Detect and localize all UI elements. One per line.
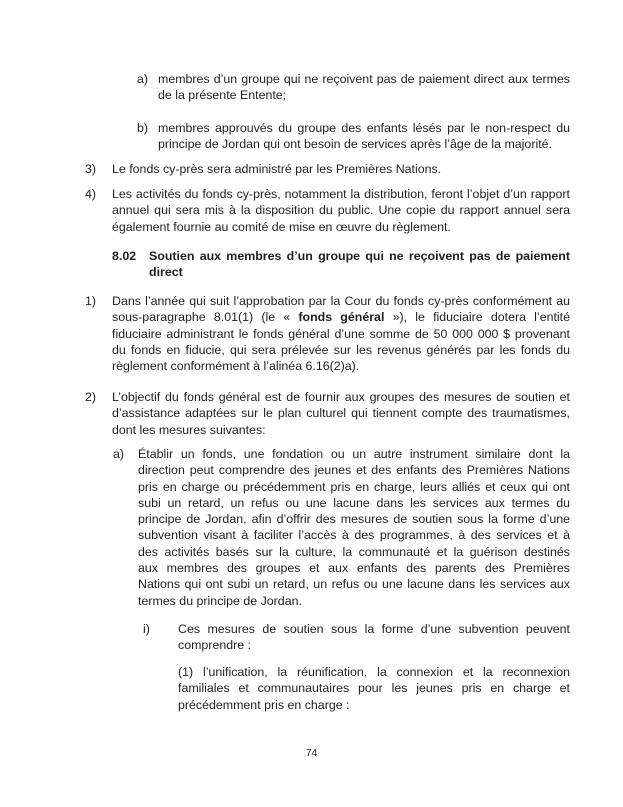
text-line: subi un retard, un refus ou une lacune dans les services aux termes du	[138, 495, 570, 510]
text-line: des activités basés sur la culture, la communauté et la guérison destinés	[138, 544, 570, 559]
list-item-1	[85, 293, 570, 374]
text-line: d’assistance adaptées sur le plan culturel qui tiennent compte des traumatismes,	[112, 406, 570, 421]
text-line: termes du principe de Jordan.	[138, 593, 302, 608]
text-line: comprendre :	[178, 638, 252, 653]
text-line: membres approuvés du groupe des enfants lésés par le non-respect du	[158, 121, 570, 135]
text-line: dont les mesures suivantes:	[112, 422, 266, 437]
list-item-4-marker: 4)	[85, 187, 97, 201]
list-item-2-marker: 2)	[85, 390, 97, 404]
text-line: principe de Jordan qui ont besoin de services après l’âge de la majorité.	[158, 137, 552, 152]
list-item-i-marker: i)	[143, 622, 150, 636]
list-item-2	[85, 389, 570, 438]
section-number: 8.02	[112, 249, 137, 263]
list-item-2a-marker: a)	[113, 447, 125, 461]
list-item-2a	[113, 446, 570, 609]
list-item-a	[137, 71, 570, 104]
text-line: fiduciaire administrant le fonds général d’une somme de 50 000 000 $ provenant	[112, 326, 570, 341]
text-line: précédemment pris en charge :	[178, 697, 350, 712]
text-line: Les activités du fonds cy-près, notamment la distribution, feront l’objet d’un rapport	[112, 187, 570, 201]
list-item-3-marker: 3)	[85, 162, 97, 176]
list-item-3	[85, 161, 570, 177]
list-item-sub1	[178, 664, 570, 713]
text-line: L’objectif du fonds général est de fournir aux groupes des mesures de soutien et	[112, 390, 570, 404]
text-line: également fournie au comité de mise en œuvre du règlement.	[112, 219, 451, 234]
text-line: aux membres des groupes et aux enfants des parents des Premières	[138, 561, 570, 576]
text-line: direction peut comprendre des jeunes et des enfants des Premières Nations	[138, 463, 570, 478]
text-line: du fonds en fiducie, qui sera prélevée sur les revenus générés par les fonds du	[112, 342, 570, 357]
text-line: annuel qui sera mis à la disposition du public. Une copie du rapport annuel sera	[112, 203, 570, 218]
list-item-a-marker: a)	[137, 72, 149, 86]
text-line: Le fonds cy-près sera administré par les Premières Nations.	[112, 162, 442, 176]
heading-line: Soutien aux membres d’un groupe qui ne reçoivent pas de paiement	[149, 249, 570, 263]
list-item-i	[143, 621, 570, 654]
text-line: subvention visant à faciliter l’accès à des programmes, à des services et à	[138, 528, 570, 543]
list-item-b-marker: b)	[137, 121, 149, 135]
text-line: (1) l’unification, la réunification, la connexion et la reconnexion	[178, 665, 570, 679]
text-segment: »), le fiduciaire dotera l’entité	[384, 310, 571, 325]
text-line: Nations qui ont subi un retard, un refus ou une lacune dans les services aux	[138, 577, 570, 592]
list-item-4	[85, 186, 570, 235]
text-line: de la présente Entente;	[158, 88, 287, 103]
text-line: familiales et communautaires pour les jeunes pris en charge et	[178, 681, 570, 696]
text-line: règlement conformément à l’alinéa 6.16(2)a).	[112, 359, 360, 374]
text-line: principe de Jordan, afin d’offrir des mesures de soutien sous la forme d’une	[138, 512, 570, 527]
page-number: 74	[305, 748, 318, 759]
text-line: pris en charge ou précédemment pris en charge, leurs alliés et ceux qui ont	[138, 479, 570, 494]
text-line: Établir un fonds, une fondation ou un autre instrument similaire dont la	[138, 447, 570, 461]
text-line: Dans l’année qui suit l’approbation par la Cour du fonds cy-près conformément au	[112, 294, 570, 308]
text-line: membres d’un groupe qui ne reçoivent pas de paiement direct aux termes	[158, 72, 570, 86]
list-item-1-marker: 1)	[85, 294, 97, 308]
list-item-b	[137, 120, 570, 153]
heading-line: direct	[149, 265, 183, 280]
text-line	[112, 309, 570, 325]
bold-term-fonds-general: fonds général	[298, 310, 385, 325]
text-line: Ces mesures de soutien sous la forme d’une subvention peuvent	[178, 622, 570, 636]
section-heading-8-02	[112, 248, 570, 281]
text-segment: sous-paragraphe 8.01(1) (le «	[112, 310, 299, 325]
